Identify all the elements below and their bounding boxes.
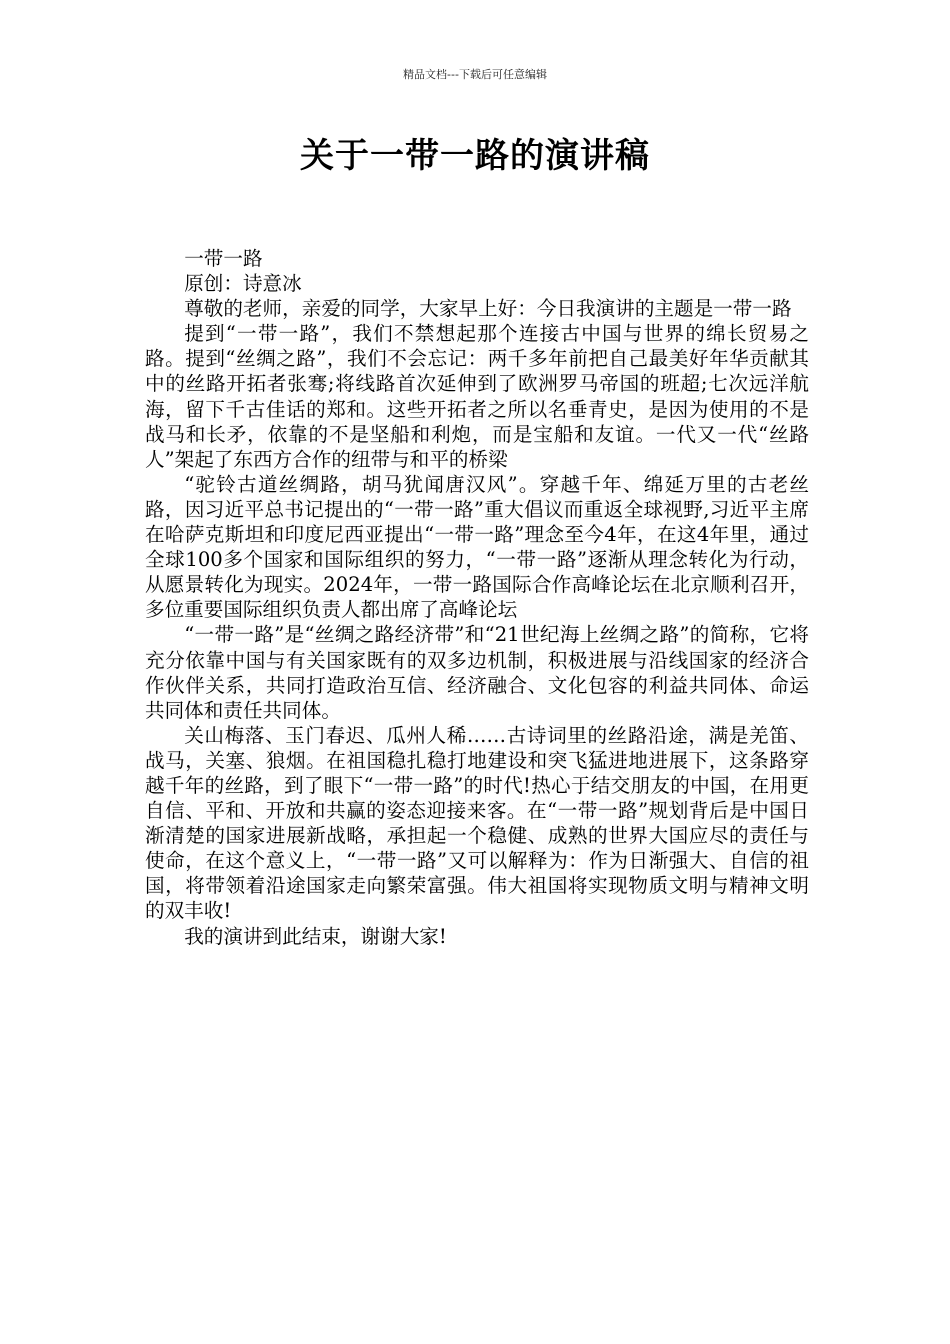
paragraph: “一带一路”是“丝绸之路经济带”和“21世纪海上丝绸之路”的简称，它将充分依靠中国与有关国家既有的双多边机制，积极进展与沿线国家的经济合作伙伴关系，共同打造政治互信、经济融合、文化包容的利益共同体、命运共同体和责任共同体。: [145, 623, 809, 722]
paragraph-closing: 我的演讲到此结束，谢谢大家!: [184, 924, 447, 948]
document-body: [145, 246, 809, 949]
paragraph: “驼铃古道丝绸路，胡马犹闻唐汉风”。穿越千年、绵延万里的古老丝路，因习近平总书记提出的“一带一路”重大倡议而重返全球视野,习近平主席在哈萨克斯坦和印度尼西亚提出“一带一路”理念至今4年，在这4年里，通过全球100多个国家和国际组织的努力，“一带一路”逐渐从理念转化为行动，从愿景转化为现实。2024年，一带一路国际合作高峰论坛在北京顺利召开，多位重要国际组织负责人都出席了高峰论坛: [145, 472, 809, 622]
document-title: 关于一带一路的演讲稿: [300, 136, 650, 176]
paragraph-greeting: 尊敬的老师，亲爱的同学，大家早上好：今日我演讲的主题是一带一路: [184, 297, 792, 321]
paragraph-heading: 一带一路: [184, 247, 263, 270]
paragraph: 提到“一带一路”，我们不禁想起那个连接古中国与世界的绵长贸易之路。提到“丝绸之路”，我们不会忘记：两千多年前把自己最美好年华贡献其中的丝路开拓者张骞;将线路首次延伸到了欧洲罗马帝国的班超;七次远洋航海，留下千古佳话的郑和。这些开拓者之所以名垂青史，是因为使用的不是战马和长矛，依靠的不是坚船和利炮，而是宝船和友谊。一代又一代“丝路人”架起了东西方合作的纽带与和平的桥梁: [145, 322, 809, 471]
header-note: 精品文档---下载后可任意编辑: [403, 68, 547, 81]
paragraph-author: 原创：诗意冰: [184, 272, 302, 296]
paragraph: 关山梅落、玉门春迟、瓜州人稀……古诗词里的丝路沿途，满是羌笛、战马，关塞、狼烟。在祖国稳扎稳打地建设和突飞猛进地进展下，这条路穿越千年的丝路，到了眼下“一带一路”的时代!热心于结交朋友的中国，在用更自信、平和、开放和共赢的姿态迎接来客。在“一带一路”规划背后是中国日渐清楚的国家进展新战略，承担起一个稳健、成熟的世界大国应尽的责任与使命，在这个意义上，“一带一路”又可以解释为：作为日渐强大、自信的祖国，将带领着沿途国家走向繁荣富强。伟大祖国将实现物质文明与精神文明的双丰收!: [145, 723, 809, 923]
